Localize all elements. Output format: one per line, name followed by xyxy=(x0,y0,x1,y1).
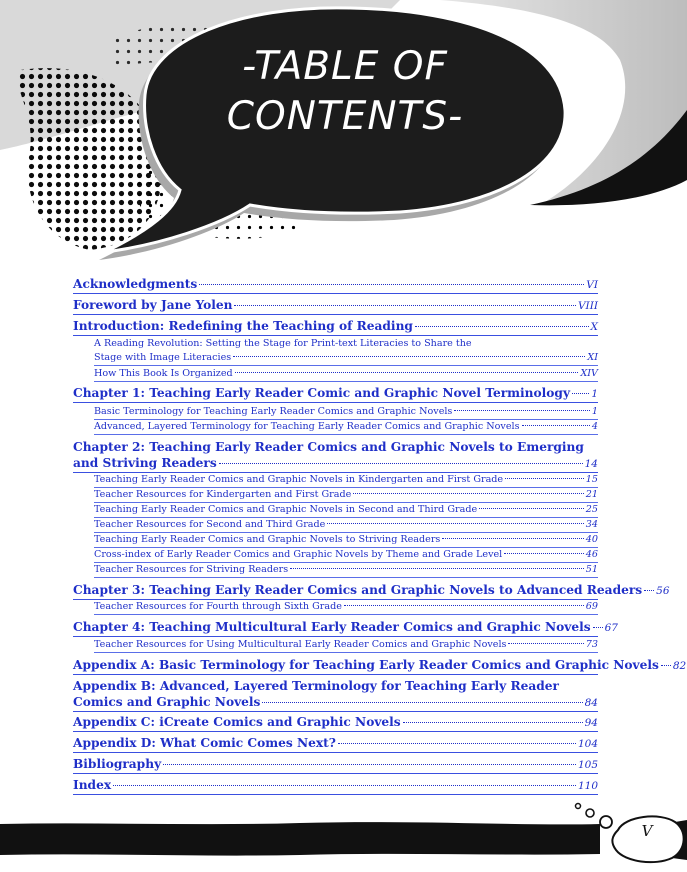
toc-page-number: XIV xyxy=(580,368,598,379)
toc-page-number: 21 xyxy=(585,489,598,500)
toc-entry-title: Appendix B: Advanced, Layered Terminology for Teaching Early Reader xyxy=(73,679,559,693)
toc-entry-ch3-1[interactable] xyxy=(94,600,598,615)
toc-page-number: 15 xyxy=(585,474,598,485)
toc-entry-appB[interactable] xyxy=(73,678,598,712)
toc-entry-ch1-1[interactable] xyxy=(94,405,598,420)
toc-leader-dots xyxy=(442,538,583,539)
toc-page-number: 4 xyxy=(591,421,598,432)
toc-entry-title: Basic Terminology for Teaching Early Reader Comics and Graphic Novels xyxy=(94,406,453,417)
toc-entry-title: Bibliography xyxy=(73,757,162,771)
toc-entry-intro-2[interactable] xyxy=(94,367,598,382)
toc-entry-title: Stage with Image Literacies xyxy=(94,352,232,363)
toc-entry-title: Teaching Early Reader Comics and Graphic Novels in Kindergarten and First Grade xyxy=(94,474,504,485)
toc-leader-dots xyxy=(344,605,584,606)
toc-entry-title: and Striving Readers xyxy=(73,456,217,470)
toc-page-number: 34 xyxy=(585,519,598,530)
toc-leader-dots xyxy=(235,372,579,373)
toc-page-number: 73 xyxy=(585,639,598,650)
toc-entry-title: Teacher Resources for Second and Third Grade xyxy=(94,519,326,530)
toc-entry-title: Acknowledgments xyxy=(73,277,198,291)
toc-entry-title: Comics and Graphic Novels xyxy=(73,695,261,709)
toc-entry-title: Chapter 1: Teaching Early Reader Comic and Graphic Novel Terminology xyxy=(73,386,571,400)
toc-page-number: 1 xyxy=(591,406,598,417)
toc-page-number: 51 xyxy=(585,564,598,575)
toc-leader-dots xyxy=(454,410,590,411)
toc-page-number: 110 xyxy=(577,780,598,792)
toc-leader-dots xyxy=(644,590,654,591)
toc-entry-ch2-2[interactable] xyxy=(94,488,598,503)
toc-leader-dots xyxy=(479,508,584,509)
toc-leader-dots xyxy=(572,393,589,394)
toc-page-number: 67 xyxy=(604,622,618,634)
toc-entry-title: Teaching Early Reader Comics and Graphic Novels to Striving Readers xyxy=(94,534,441,545)
toc-entry-title: Index xyxy=(73,778,112,792)
toc-entry-ch2-5[interactable] xyxy=(94,533,598,548)
toc-entry-ack[interactable] xyxy=(73,276,598,294)
toc-entry-ch3[interactable] xyxy=(73,582,670,600)
toc-entry-title: Teacher Resources for Kindergarten and First Grade xyxy=(94,489,352,500)
toc-entry-ch2[interactable] xyxy=(73,439,598,473)
toc-entry-title: Cross-index of Early Reader Comics and Graphic Novels by Theme and Grade Level xyxy=(94,549,503,560)
toc-leader-dots xyxy=(234,305,575,306)
toc-leader-dots xyxy=(522,425,590,426)
title-line-1: -TABLE OF xyxy=(242,44,448,89)
toc-leader-dots xyxy=(353,493,583,494)
toc-leader-dots xyxy=(327,523,583,524)
toc-entry-title: Teacher Resources for Fourth through Sixth Grade xyxy=(94,601,342,612)
toc-leader-dots xyxy=(661,665,671,666)
toc-entry-appA[interactable] xyxy=(73,657,687,675)
toc-entry-title: Advanced, Layered Terminology for Teaching Early Reader Comics and Graphic Novels xyxy=(94,421,520,432)
toc-page-number: 84 xyxy=(584,697,598,709)
toc-entry-title: Chapter 4: Teaching Multicultural Early Reader Comics and Graphic Novels xyxy=(73,620,591,634)
toc-entry-intro-1[interactable] xyxy=(94,337,598,366)
toc-entry-title: Appendix D: What Comic Comes Next? xyxy=(73,736,336,750)
toc-page-number: 14 xyxy=(584,458,598,470)
toc-entry-ch2-3[interactable] xyxy=(94,503,598,518)
toc-page-number: 94 xyxy=(584,717,598,729)
toc-page-number: 40 xyxy=(585,534,598,545)
toc-leader-dots xyxy=(593,627,603,628)
toc-entry-ch4[interactable] xyxy=(73,619,618,637)
toc-entry-bib[interactable] xyxy=(73,756,598,774)
toc-entry-appC[interactable] xyxy=(73,714,598,732)
toc-entry-title: Introduction: Redefining the Teaching of Reading xyxy=(73,319,413,333)
toc-entry-title: Chapter 3: Teaching Early Reader Comics and Graphic Novels to Advanced Readers xyxy=(73,583,643,597)
toc-leader-dots xyxy=(199,284,584,285)
toc-entry-ch4-1[interactable] xyxy=(94,638,598,653)
toc-leader-dots xyxy=(505,478,584,479)
toc-leader-dots xyxy=(233,356,585,357)
toc-page-number: VIII xyxy=(577,300,598,312)
toc-leader-dots xyxy=(415,326,589,327)
toc-page-number: VI xyxy=(586,279,598,291)
toc-leader-dots xyxy=(403,722,583,723)
page-title xyxy=(200,42,490,142)
toc-entry-ch1-2[interactable] xyxy=(94,420,598,435)
toc-leader-dots xyxy=(290,568,584,569)
toc-entry-title: Appendix C: iCreate Comics and Graphic Novels xyxy=(73,715,401,729)
toc-page-number: 105 xyxy=(577,759,598,771)
toc-entry-title: Teacher Resources for Using Multicultural Early Reader Comics and Graphic Novels xyxy=(94,639,507,650)
toc-entry-title: Teacher Resources for Striving Readers xyxy=(94,564,289,575)
toc-leader-dots xyxy=(338,743,576,744)
toc-leader-dots xyxy=(219,463,583,464)
page-number: V xyxy=(641,822,653,840)
toc-leader-dots xyxy=(163,764,576,765)
toc-leader-dots xyxy=(113,785,576,786)
toc-entry-index[interactable] xyxy=(73,777,598,795)
toc-page-number: 56 xyxy=(656,585,670,597)
toc-entry-title: A Reading Revolution: Setting the Stage for Print-text Literacies to Share the xyxy=(94,338,472,349)
toc-entry-ch2-4[interactable] xyxy=(94,518,598,533)
toc-entry-appD[interactable] xyxy=(73,735,598,753)
toc-entry-title: Chapter 2: Teaching Early Reader Comics and Graphic Novels to Emerging xyxy=(73,440,584,454)
toc-entry-ch2-7[interactable] xyxy=(94,563,598,578)
toc-page-number: 82 xyxy=(672,660,687,672)
toc-entry-title: Teaching Early Reader Comics and Graphic Novels in Second and Third Grade xyxy=(94,504,478,515)
toc-page-number: 104 xyxy=(577,738,598,750)
toc-entry-intro[interactable] xyxy=(73,318,598,336)
toc-page-number: X xyxy=(590,321,598,333)
toc-entry-foreword[interactable] xyxy=(73,297,598,315)
toc-page-number: 25 xyxy=(585,504,598,515)
toc-entry-title: How This Book Is Organized xyxy=(94,368,233,379)
toc-entry-ch2-6[interactable] xyxy=(94,548,598,563)
toc-page-number: 1 xyxy=(591,388,598,400)
toc-page-number: 46 xyxy=(585,549,598,560)
toc-page-number: XI xyxy=(587,352,598,363)
title-line-2: CONTENTS- xyxy=(226,94,464,139)
toc-entry-ch2-1[interactable] xyxy=(94,473,598,488)
toc-leader-dots xyxy=(262,702,582,703)
toc-leader-dots xyxy=(504,553,584,554)
toc-entry-ch1[interactable] xyxy=(73,385,598,403)
toc-leader-dots xyxy=(508,643,583,644)
toc-entry-title: Foreword by Jane Yolen xyxy=(73,298,233,312)
toc-page-number: 69 xyxy=(585,601,598,612)
toc-entry-title: Appendix A: Basic Terminology for Teaching Early Reader Comics and Graphic Novels xyxy=(73,658,659,672)
footer-graphic xyxy=(0,800,687,872)
